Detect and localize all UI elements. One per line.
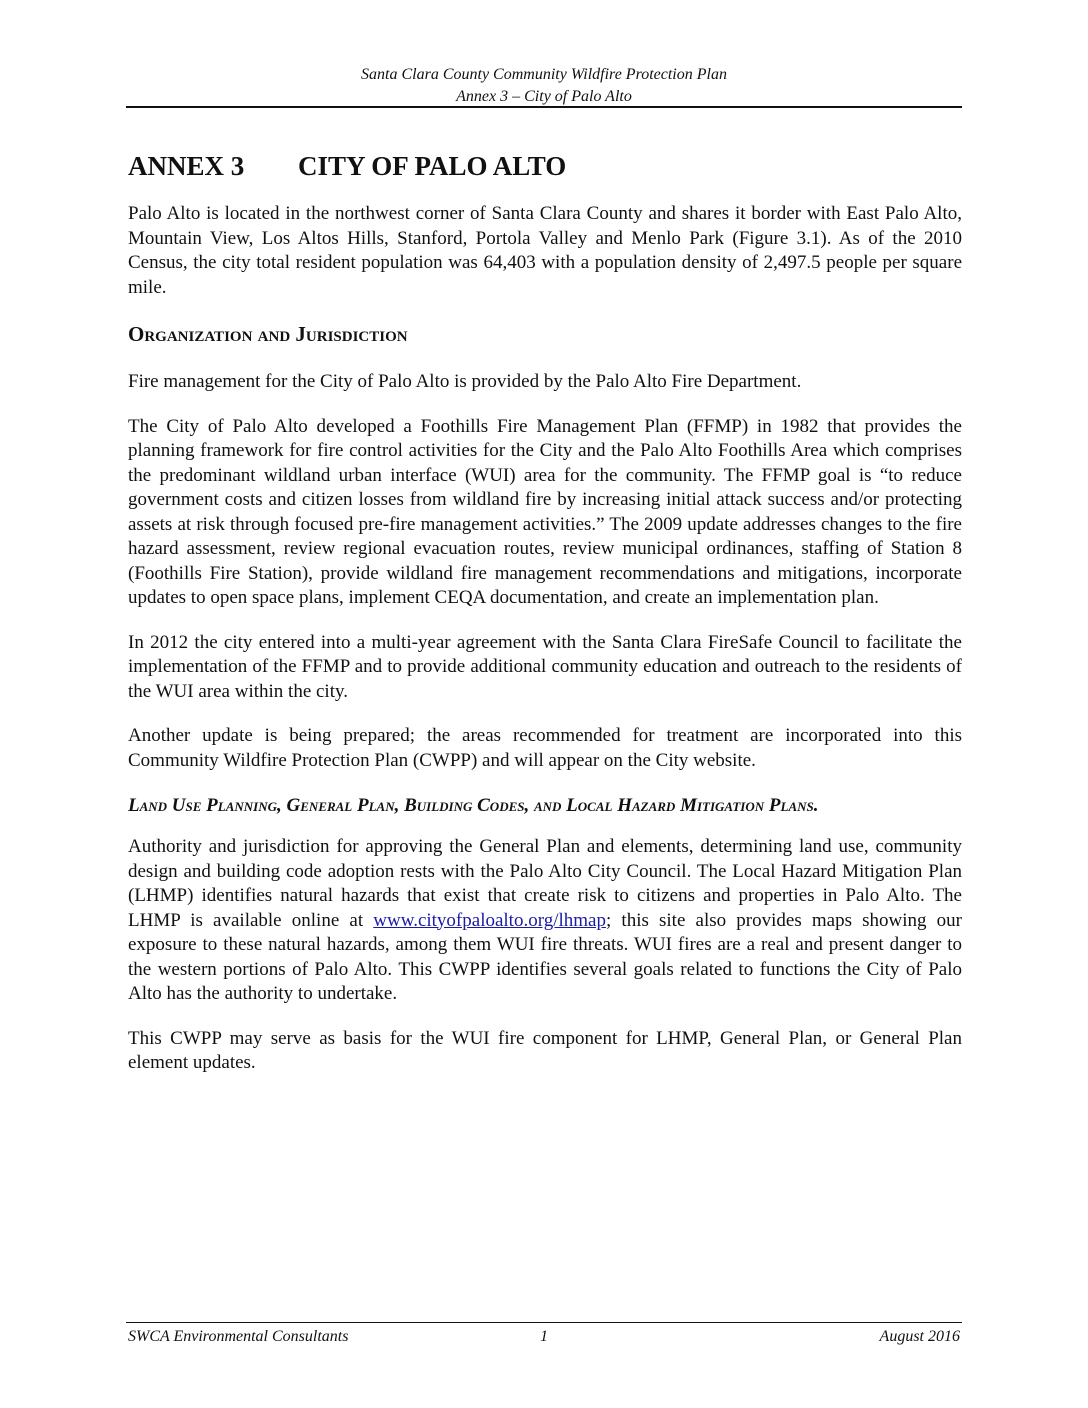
paragraph-fire-management: Fire management for the City of Palo Alto is provided by the Palo Alto Fire Department.	[128, 371, 802, 392]
page-number: 1	[540, 1328, 548, 1345]
section-heading-organization: Organization and Jurisdiction	[128, 322, 408, 346]
footer-date: August 2016	[879, 1328, 960, 1345]
footer-divider	[126, 1322, 962, 1323]
paragraph-authority	[128, 835, 962, 1007]
paragraph-cwpp-basis: This CWPP may serve as basis for the WUI fire component for LHMP, General Plan, or General Plan element updates.	[128, 1027, 962, 1073]
header-line-1: Santa Clara County Community Wildfire Protection Plan	[361, 66, 727, 83]
paragraph-ffmp: The City of Palo Alto developed a Foothills Fire Management Plan (FFMP) in 1982 that provides the planning framework for fire control activities for the City and the Palo Alto Foothills Area which comprises the predominant wildland urban interface (WUI) area for the community. The FFMP goal is “to reduce government costs and citizen losses from wildland fire by increasing initial attack success and/or protecting assets at risk through focused pre-fire management activities.” The 2009 update addresses changes to the fire hazard assessment, review regional evacuation routes, review municipal ordinances, staffing of Station 8 (Foothills Fire Station), provide wildland fire management recommendations and mitigations, incorporate updates to open space plans, implement CEQA documentation, and create an implementation plan.	[128, 415, 962, 608]
lhmp-link[interactable]: www.cityofpaloalto.org/lhmap	[373, 909, 606, 931]
running-header	[126, 64, 962, 108]
page-title	[128, 148, 962, 184]
main-content	[128, 202, 962, 1096]
authority-text-end: ; this site also provides maps showing our exposure to these natural hazards, among them WUI fire threats. WUI fires are a real and present danger to the western portions of Palo Alto. This CWPP identifies several goals related to functions the City of Palo Alto has the authority to undertake.	[128, 909, 962, 1004]
subsection-heading-land-use: Land Use Planning, General Plan, Building Codes, and Local Hazard Mitigation Plans.	[128, 795, 819, 816]
footer-organization: SWCA Environmental Consultants	[128, 1328, 349, 1345]
paragraph-firesafe-agreement: In 2012 the city entered into a multi-year agreement with the Santa Clara FireSafe Council to facilitate the implementation of the FFMP and to provide additional community education and outreach to the residents of the WUI area within the city.	[128, 631, 962, 702]
annex-name: CITY OF PALO ALTO	[298, 151, 567, 181]
header-divider	[126, 106, 962, 108]
paragraph-update: Another update is being prepared; the areas recommended for treatment are incorporated into this Community Wildfire Protection Plan (CWPP) and will appear on the City website.	[128, 725, 962, 771]
annex-number: ANNEX 3	[128, 151, 245, 181]
intro-paragraph: Palo Alto is located in the northwest corner of Santa Clara County and shares it border with East Palo Alto, Mountain View, Los Altos Hills, Stanford, Portola Valley and Menlo Park (Figure 3.1). As of the 2010 Census, the city total resident population was 64,403 with a population density of 2,497.5 people per square mile.	[128, 203, 962, 298]
authority-text-start: Authority and jurisdiction for approving the General Plan and elements, determining land use, community design and building code adoption rests with the Palo Alto City Council. The Local Hazard Mitigation Plan (LHMP) identifies natural hazards that exist that create risk to citizens and properties in Palo Alto. The LHMP is available online at	[128, 836, 962, 931]
header-line-2: Annex 3 – City of Palo Alto	[456, 88, 632, 105]
